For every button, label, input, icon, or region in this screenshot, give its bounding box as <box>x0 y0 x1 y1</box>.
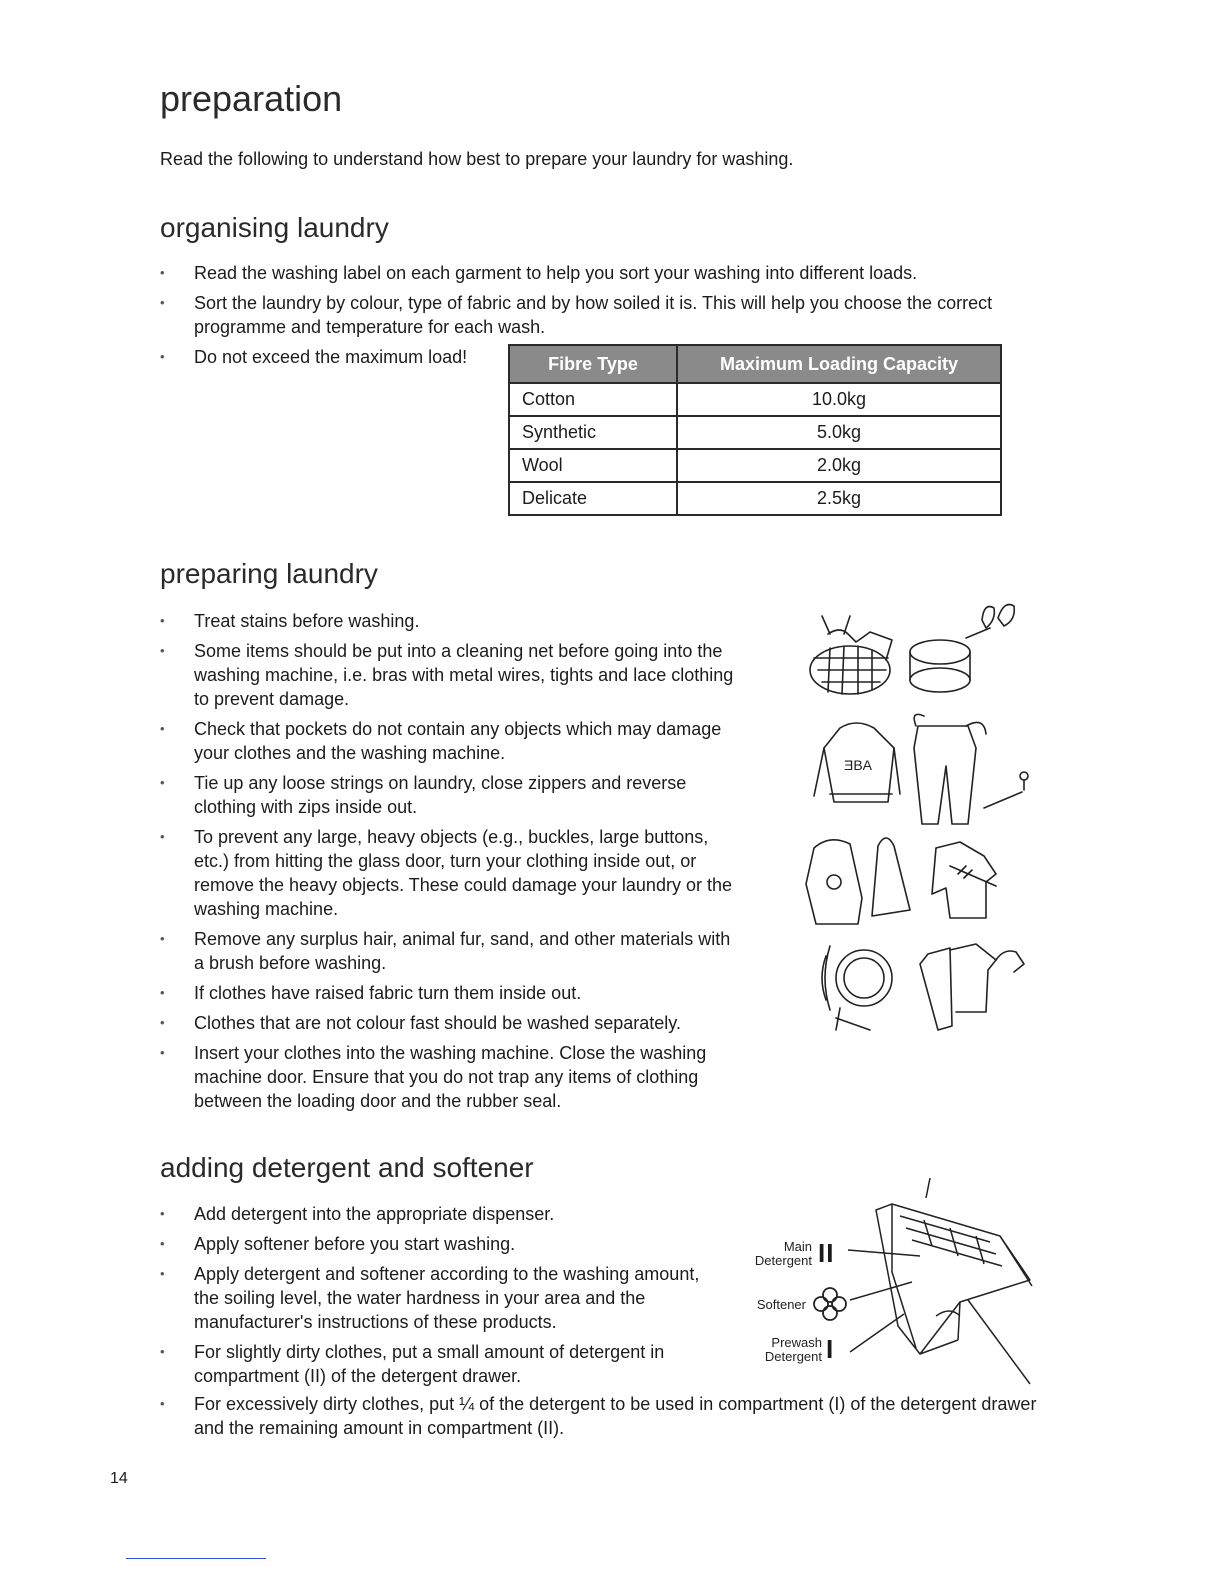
drawer-icon <box>876 1178 1032 1384</box>
trousers-icon <box>914 714 986 824</box>
prewash-leader-line <box>850 1314 904 1352</box>
lingerie-bag-icon <box>910 605 1014 693</box>
prewash-detergent-label: Prewash Detergent <box>764 1335 822 1364</box>
capacity-cell: 2.5kg <box>677 482 1001 515</box>
table-row <box>509 383 1001 416</box>
clothes-pile-icon <box>920 944 1024 1030</box>
organising-heading: organising laundry <box>160 212 389 243</box>
adding-list-last <box>160 1392 1040 1446</box>
capacity-cell: 2.0kg <box>677 449 1001 482</box>
footer-divider <box>126 1558 266 1559</box>
list-item: • Apply detergent and softener according to the washing amount, the soiling level, the water hardness in your area and the manufacturer's instructions of these products. <box>160 1262 720 1334</box>
pin-icon <box>984 772 1028 808</box>
prewash-detergent-symbol: I <box>826 1334 834 1364</box>
softener-label: Softener <box>756 1297 806 1312</box>
table-row <box>509 416 1001 449</box>
list-item: • For excessively dirty clothes, put ¼ of the detergent to be used in compartment (I) of the detergent drawer and the remaining amount in compartment (II). <box>160 1392 1040 1440</box>
list-item: • Tie up any loose strings on laundry, close zippers and reverse clothing with zips inside out. <box>160 771 740 819</box>
list-item: • Do not exceed the maximum load! <box>160 345 1010 369</box>
intro-text: Read the following to understand how best to prepare your laundry for washing. <box>160 149 794 169</box>
list-item: • If clothes have raised fabric turn them inside out. <box>160 981 740 1005</box>
preparing-heading: preparing laundry <box>160 558 378 589</box>
softener-leader-line <box>850 1282 912 1300</box>
page-number: 14 <box>110 1470 128 1487</box>
capacity-cell: 10.0kg <box>677 383 1001 416</box>
list-item: • Check that pockets do not contain any objects which may damage your clothes and the washing machine. <box>160 717 740 765</box>
list-item: • For slightly dirty clothes, put a small amount of detergent in compartment (II) of the detergent drawer. <box>160 1340 720 1388</box>
fibre-cell: Synthetic <box>509 416 677 449</box>
list-item: • Read the washing label on each garment to help you sort your washing into different loads. <box>160 261 1010 285</box>
fibre-cell: Cotton <box>509 383 677 416</box>
list-item: • Clothes that are not colour fast should be washed separately. <box>160 1011 740 1035</box>
preparing-list <box>160 609 740 1119</box>
list-item: • Remove any surplus hair, animal fur, sand, and other materials with a brush before washing. <box>160 927 740 975</box>
list-item: • Insert your clothes into the washing machine. Close the washing machine door. Ensure that you do not trap any items of clothing between the loading door and the rubber seal. <box>160 1041 740 1113</box>
adding-heading: adding detergent and softener <box>160 1152 534 1183</box>
list-item: • To prevent any large, heavy objects (e.g., buckles, large buttons, etc.) from hitting the glass door, turn your clothing inside out, or remove the heavy objects. These could damage your laundry or the washing machine. <box>160 825 740 921</box>
list-item: • Apply softener before you start washing. <box>160 1232 720 1256</box>
capacity-cell: 5.0kg <box>677 416 1001 449</box>
header-fibre-type: Fibre Type <box>509 345 677 383</box>
table-header-row <box>509 345 1001 383</box>
laundry-illustrations <box>800 598 1040 1038</box>
fibre-cell: Wool <box>509 449 677 482</box>
jacket-icon <box>806 838 910 924</box>
list-item: • Add detergent into the appropriate dispenser. <box>160 1202 720 1226</box>
header-max-capacity: Maximum Loading Capacity <box>677 345 1001 383</box>
washing-drum-icon <box>822 946 892 1030</box>
table-row <box>509 449 1001 482</box>
main-detergent-symbol: II <box>818 1238 835 1268</box>
sweater-letters: ƎBA <box>844 757 873 773</box>
list-item: • Sort the laundry by colour, type of fabric and by how soiled it is. This will help you choose the correct programme and temperature for each wash. <box>160 291 1010 339</box>
laundry-net-icon <box>810 616 892 694</box>
loading-capacity-table <box>508 344 1002 516</box>
table-row <box>509 482 1001 515</box>
shirt-brush-icon <box>932 842 996 918</box>
page-title: preparation <box>160 78 343 119</box>
fibre-cell: Delicate <box>509 482 677 515</box>
detergent-drawer-diagram <box>840 1176 1040 1386</box>
list-item: • Treat stains before washing. <box>160 609 740 633</box>
adding-list <box>160 1202 720 1394</box>
list-item: • Some items should be put into a cleaning net before going into the washing machine, i.e. bras with metal wires, tights and lace clothing to prevent damage. <box>160 639 740 711</box>
main-detergent-label: Main Detergent <box>754 1239 812 1268</box>
